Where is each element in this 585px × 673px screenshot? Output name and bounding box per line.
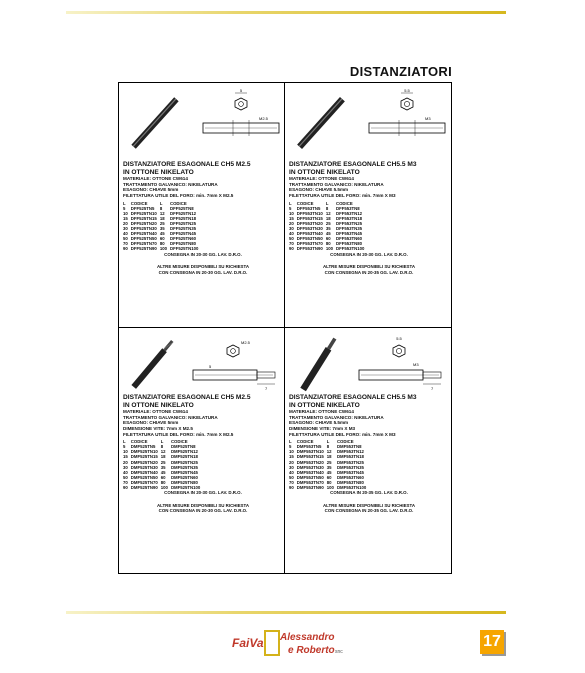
top-decorative-rule	[66, 11, 506, 14]
table-row: 30 DMF525TN30 35 DMF525TN35	[123, 464, 198, 470]
panel-text-4	[289, 394, 449, 514]
spec-line: ESAGONO: CHIAVE 5mm	[123, 187, 179, 193]
code-table	[123, 439, 203, 490]
spec-line: ESAGONO: CHIAVE 5.5mm	[289, 187, 349, 193]
code-table	[123, 201, 201, 252]
consegna-note: CONSEGNA IN 20-30 GG. LAV. D.R.O.	[164, 490, 242, 496]
consegna-note: CONSEGNA IN 20-35 GG. LAV. D.R.O.	[330, 490, 408, 496]
spec-line: TRATTAMENTO GALVANICO: NIKELATURA	[123, 414, 218, 420]
table-row: 20 DFF553TN20 25 DFF553TN25	[289, 220, 363, 226]
page-number: 17	[480, 630, 504, 654]
table-row: 70 DFF525TN70 80 DFF525TN80	[123, 241, 197, 247]
spec-line: MATERIALE: OTTONE CW614	[123, 176, 188, 182]
spec-line: TRATTAMENTO GALVANICO: NIKELATURA	[289, 181, 384, 187]
table-row: 20 DMF553TN20 25 DMF553TN25	[289, 459, 364, 465]
dim-label: 7	[265, 386, 268, 391]
dim-label: 5	[239, 88, 243, 93]
page-heading: DISTANZIATORI	[349, 64, 452, 79]
table-header: L CODICE L CODICE	[289, 200, 353, 206]
table-row: 10 DFF525TN10 12 DFF525TN12	[123, 210, 197, 216]
spec-line: TRATTAMENTO GALVANICO: NIKELATURA	[289, 414, 384, 420]
panel-subtitle: IN OTTONE NIKELATO	[289, 168, 360, 176]
delivery-note: CON CONSEGNA IN 20-35 GG. LAV. D.R.O.	[324, 508, 414, 514]
dim-label: M2.5	[259, 116, 268, 121]
panel-subtitle: IN OTTONE NIKELATO	[123, 168, 194, 176]
table-row: 70 DFF553TN70 80 DFF553TN80	[289, 241, 363, 247]
availability-note: ALTRE MISURE DISPONIBILI SU RICHIESTA	[322, 502, 416, 508]
delivery-note: CON CONSEGNA IN 20-30 GG. LAV. D.R.O.	[158, 269, 248, 275]
spec-line: ESAGONO: CHIAVE 5mm	[123, 420, 179, 426]
code-table	[289, 201, 367, 252]
table-row: 50 DFF525TN50 60 DFF525TN60	[123, 236, 197, 242]
table-row: 90 DFF525TN90 100 DFF525TN100	[123, 246, 199, 252]
table-row: 5 DFF553TN5 8 DFF553TN8	[289, 205, 360, 211]
table-row: 5 DMF525TN5 8 DMF525TN8	[123, 444, 196, 450]
table-row: 20 DFF525TN20 25 DFF525TN25	[123, 220, 197, 226]
catalog-scan	[118, 64, 452, 573]
panel-subtitle: IN OTTONE NIKELATO	[289, 401, 360, 409]
panel-title: DISTANZIATORE ESAGONALE CH5.5 M3	[289, 161, 417, 168]
table-row: 70 DMF525TN70 80 DMF525TN80	[123, 479, 198, 485]
panel-subtitle: IN OTTONE NIKELATO	[123, 401, 194, 409]
dim-label: M2.5	[241, 340, 250, 345]
table-row: 50 DMF525TN50 60 DMF525TN60	[123, 474, 198, 480]
table-row: 15 DFF553TN15 18 DFF553TN18	[289, 215, 363, 221]
dim-label: M3	[425, 116, 431, 121]
product-panel-2	[285, 83, 451, 328]
table-row: 5 DFF525TN5 8 DFF525TN8	[123, 205, 194, 211]
logo-text-roberto: e Roberto	[288, 645, 335, 656]
dim-label: 5	[209, 364, 212, 369]
table-row: 30 DFF525TN30 35 DFF525TN35	[123, 226, 197, 232]
spacer-drawing-1	[123, 87, 281, 159]
table-row: 15 DFF525TN15 18 DFF525TN18	[123, 215, 197, 221]
product-panel-4	[285, 328, 451, 573]
panel-text-1	[123, 161, 283, 275]
logo-text-snc: snc	[335, 649, 343, 655]
bottom-decorative-rule	[66, 611, 506, 614]
availability-note: ALTRE MISURE DISPONIBILI SU RICHIESTA	[156, 264, 250, 269]
table-row: 15 DMF553TN15 18 DMF553TN18	[289, 454, 364, 460]
spacer-drawing-3	[123, 332, 281, 394]
table-row: 90 DMF553TN90 100 DMF553TN100	[289, 485, 367, 490]
table-header: L CODICE L CODICE	[123, 439, 188, 445]
table-row: 10 DMF525TN10 12 DMF525TN12	[123, 449, 198, 455]
table-row: 90 DMF525TN90 100 DMF525TN100	[123, 485, 201, 490]
product-panel-1	[119, 83, 285, 328]
table-row: 20 DMF525TN20 25 DMF525TN25	[123, 459, 198, 465]
table-header: L CODICE L CODICE	[123, 200, 187, 206]
dim-label: M3	[413, 362, 419, 367]
delivery-note: CON CONSEGNA IN 20-30 GG. LAV. D.R.O.	[158, 508, 248, 514]
logo-mark	[264, 630, 280, 656]
spec-line: FILETTATURA UTILE DEL FORO: min. 7mm X M3	[289, 431, 396, 437]
dim-label: 5.5	[396, 336, 402, 341]
spec-line: MATERIALE: OTTONE CW614	[123, 409, 188, 415]
spacer-photo	[131, 339, 174, 389]
table-row: 50 DMF553TN50 60 DMF553TN60	[289, 474, 364, 480]
spec-line: MATERIALE: OTTONE CW614	[289, 409, 354, 415]
panel-title: DISTANZIATORE ESAGONALE CH5 M2.5	[123, 394, 251, 401]
panel-text-3	[123, 394, 283, 514]
product-grid	[118, 82, 452, 574]
company-logo	[232, 630, 352, 660]
spacer-drawing-2	[289, 87, 447, 159]
panel-title: DISTANZIATORE ESAGONALE CH5.5 M3	[289, 394, 417, 401]
spec-line: ESAGONO: CHIAVE 5.5mm	[289, 420, 349, 426]
spec-line: MATERIALE: OTTONE CW614	[289, 176, 354, 182]
table-row: 40 DMF553TN40 45 DMF553TN45	[289, 469, 364, 475]
table-row: 30 DFF553TN30 35 DFF553TN35	[289, 226, 363, 232]
table-row: 40 DMF525TN40 45 DMF525TN45	[123, 469, 198, 475]
spacer-photo	[131, 97, 178, 149]
spec-line: DIMENSIONE VITE: 7mm X M2.5	[123, 425, 193, 431]
consegna-note: CONSEGNA IN 20-30 GG. LAV. D.R.O.	[164, 251, 242, 257]
spacer-photo	[297, 97, 345, 149]
table-row: 40 DFF525TN40 45 DFF525TN45	[123, 231, 197, 237]
table-row: 10 DFF553TN10 12 DFF553TN12	[289, 210, 363, 216]
table-row: 70 DMF553TN70 80 DMF553TN80	[289, 479, 364, 485]
logo-text-faiva: FaiVa	[232, 636, 264, 650]
product-panel-3	[119, 328, 285, 573]
table-row: 30 DMF553TN30 35 DMF553TN35	[289, 464, 364, 470]
spacer-drawing-4	[289, 332, 447, 394]
spec-line: FILETTATURA UTILE DEL FORO: min. 7mm X M2.5	[123, 431, 234, 437]
table-row: 50 DFF553TN50 60 DFF553TN60	[289, 236, 363, 242]
table-row: 5 DMF553TN5 8 DMF553TN8	[289, 444, 362, 450]
delivery-note: CON CONSEGNA IN 20-35 GG. LAV. D.R.O.	[324, 269, 414, 275]
availability-note: ALTRE MISURE DISPONIBILI SU RICHIESTA	[322, 264, 416, 269]
code-table	[289, 439, 369, 490]
availability-note: ALTRE MISURE DISPONIBILI SU RICHIESTA	[156, 502, 250, 508]
spec-line: FILETTATURA UTILE DEL FORO: min. 7mm X M3	[289, 192, 396, 198]
table-row: 40 DFF553TN40 45 DFF553TN45	[289, 231, 363, 237]
panel-title: DISTANZIATORE ESAGONALE CH5 M2.5	[123, 161, 251, 168]
panel-text-2	[289, 161, 449, 275]
table-row: 15 DMF525TN15 18 DMF525TN18	[123, 454, 198, 460]
dim-label: 5.5	[404, 88, 410, 93]
dim-label: 7	[431, 386, 434, 391]
table-row: 90 DFF553TN90 100 DFF553TN100	[289, 246, 365, 252]
spec-line: FILETTATURA UTILE DEL FORO: min. 7mm X M2.5	[123, 192, 234, 198]
consegna-note: CONSEGNA IN 20-30 GG. LAV. D.R.O.	[330, 251, 408, 257]
spec-line: TRATTAMENTO GALVANICO: NIKELATURA	[123, 181, 218, 187]
logo-text-alessandro: Alessandro	[280, 632, 335, 643]
table-header: L CODICE L CODICE	[289, 439, 354, 445]
table-row: 10 DMF553TN10 12 DMF553TN12	[289, 449, 364, 455]
spec-line: DIMENSIONE VITE: 7mm X M3	[289, 425, 356, 431]
spacer-photo	[300, 337, 337, 391]
